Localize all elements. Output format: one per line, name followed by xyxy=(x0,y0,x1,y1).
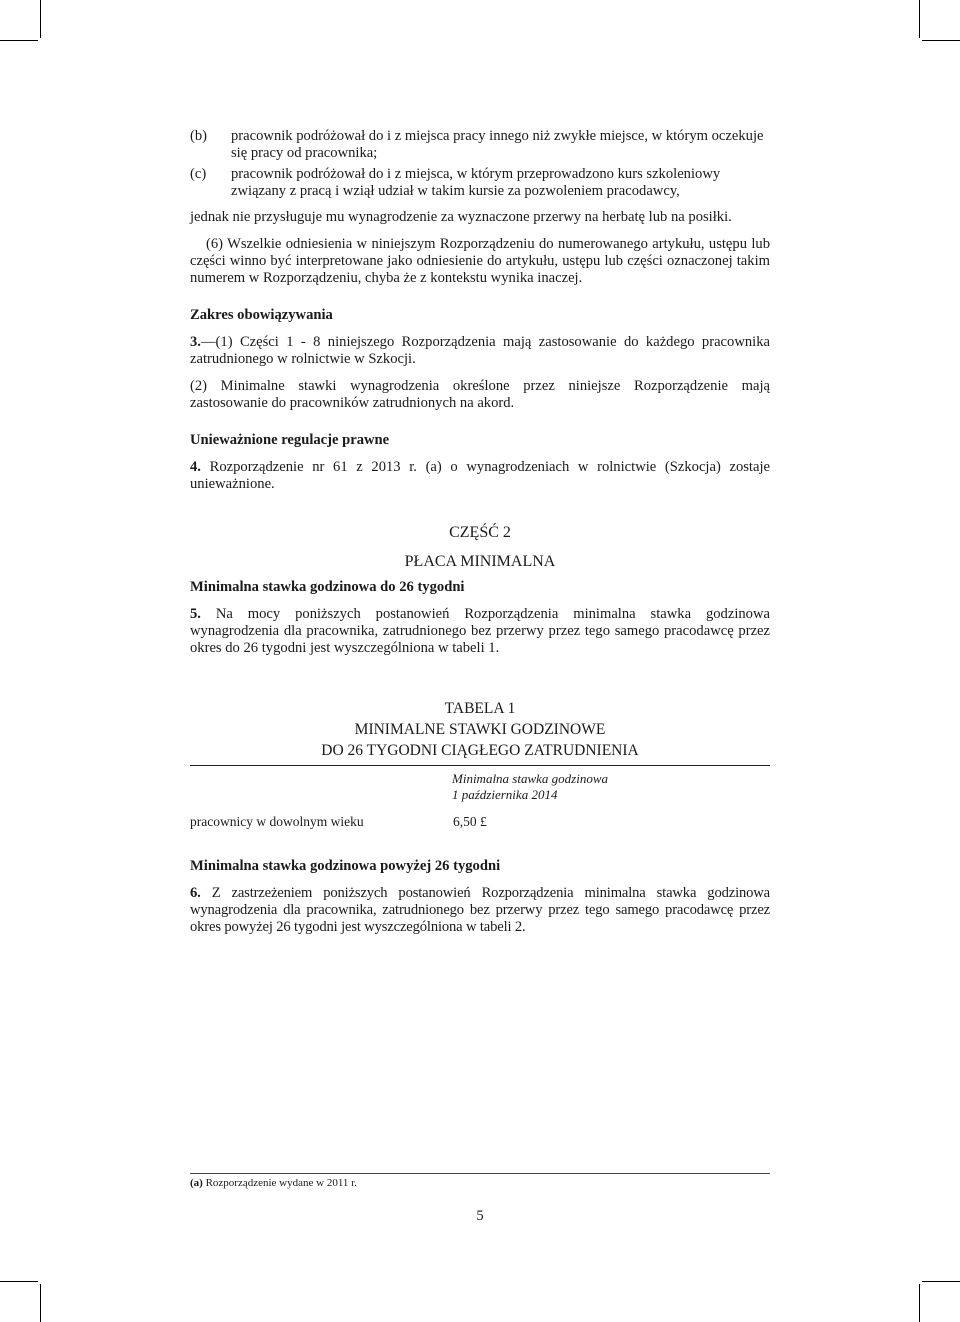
row-label: pracownicy w dowolnym wieku xyxy=(190,814,364,829)
paragraph-text: Z zastrzeżeniem poniższych postanowień Rozporządzenia minimalna stawka godzinowa wynagrodzenia dla pracownika, zatrudnionego bez przerwy przez tego samego pracodawcę przez okres powyżej 26 tygodni jest wyszczególniona w tabeli 2. xyxy=(190,885,770,935)
list-item xyxy=(149,128,770,162)
column-header-line: Minimalna stawka godzinowa xyxy=(452,771,609,786)
paragraph xyxy=(190,606,770,657)
page-number: 5 xyxy=(476,1208,484,1224)
column-header-line: 1 października 2014 xyxy=(452,787,558,802)
crop-mark xyxy=(0,1281,38,1282)
paragraph: (2) Minimalne stawki wynagrodzenia określone przez niniejsze Rozporządzenie mają zastosowanie do pracowników zatrudnionych na akord. xyxy=(190,378,770,411)
section-heading: Unieważnione regulacje prawne xyxy=(190,432,390,448)
section-number: 4. xyxy=(190,459,201,475)
table-top-rule xyxy=(190,765,770,766)
crop-mark xyxy=(0,40,38,41)
section-heading: Minimalna stawka godzinowa do 26 tygodni xyxy=(190,579,465,595)
paragraph: jednak nie przysługuje mu wynagrodzenie za wyznaczone przerwy na herbatę lub na posiłki. xyxy=(190,209,732,225)
table-row xyxy=(190,813,770,830)
paragraph: (6) Wszelkie odniesienia w niniejszym Rozporządzeniu do numerowanego artykułu, ustępu lub części winno być interpretowane jako odniesienie do artykułu, ustępu lub części oznaczonej takim numerem w Rozporządzeniu, chyba że z kontekstu wynika inaczej. xyxy=(190,236,770,286)
paragraph-text: —(1) Części 1 - 8 niniejszego Rozporządzenia mają zastosowanie do każdego pracownika zatrudnionego w rolnictwie w Szkocji. xyxy=(190,334,770,367)
document-body xyxy=(190,128,770,936)
table-title: TABELA 1 xyxy=(444,700,516,717)
list-text: pracownik podróżował do i z miejsca pracy innego niż zwykłe miejsce, w którym oczekuje się pracy od pracownika; xyxy=(231,128,764,161)
crop-mark xyxy=(919,1284,920,1322)
paragraph-text: Na mocy poniższych postanowień Rozporządzenia minimalna stawka godzinowa wynagrodzenia dla pracownika, zatrudnionego bez przerwy przez tego samego pracodawcę przez okres do 26 tygodni jest wyszczególniona w tabeli 1. xyxy=(190,606,770,656)
section-heading: Minimalna stawka godzinowa powyżej 26 tygodni xyxy=(190,858,501,874)
list-label: (b) xyxy=(190,128,208,144)
table-subtitle: DO 26 TYGODNI CIĄGŁEGO ZATRUDNIENIA xyxy=(321,742,639,759)
paragraph xyxy=(190,459,770,493)
section-number: 3. xyxy=(190,334,201,350)
footnote-rule xyxy=(190,1173,770,1174)
crop-mark xyxy=(919,0,920,38)
section-heading: Zakres obowiązywania xyxy=(190,307,333,323)
table-subtitle: MINIMALNE STAWKI GODZINOWE xyxy=(354,721,606,738)
part-subtitle: PŁACA MINIMALNA xyxy=(404,553,556,570)
paragraph-text: Rozporządzenie nr 61 z 2013 r. (a) o wynagrodzeniach w rolnictwie (Szkocja) zostaje unieważnione. xyxy=(190,459,770,492)
row-value: 6,50 £ xyxy=(453,814,487,829)
section-number: 6. xyxy=(190,885,201,901)
crop-mark xyxy=(922,1281,960,1282)
section-number: 5. xyxy=(190,606,201,622)
list-text: pracownik podróżował do i z miejsca, w którym przeprowadzono kurs szkoleniowy związany z pracą i wziął udział w takim kursie za pozwoleniem pracodawcy, xyxy=(231,166,721,199)
crop-mark xyxy=(40,0,41,38)
paragraph xyxy=(190,885,770,936)
crop-mark xyxy=(922,40,960,41)
list-item xyxy=(149,166,770,200)
crop-mark xyxy=(40,1284,41,1322)
part-title: CZĘŚĆ 2 xyxy=(449,524,511,541)
table-column-header xyxy=(452,771,770,803)
footnote-text: Rozporządzenie wydane w 2011 r. xyxy=(202,1177,357,1189)
paragraph xyxy=(190,334,770,368)
footnote xyxy=(190,1177,357,1189)
footnote-mark: (a) xyxy=(190,1177,203,1189)
list-label: (c) xyxy=(190,166,207,182)
